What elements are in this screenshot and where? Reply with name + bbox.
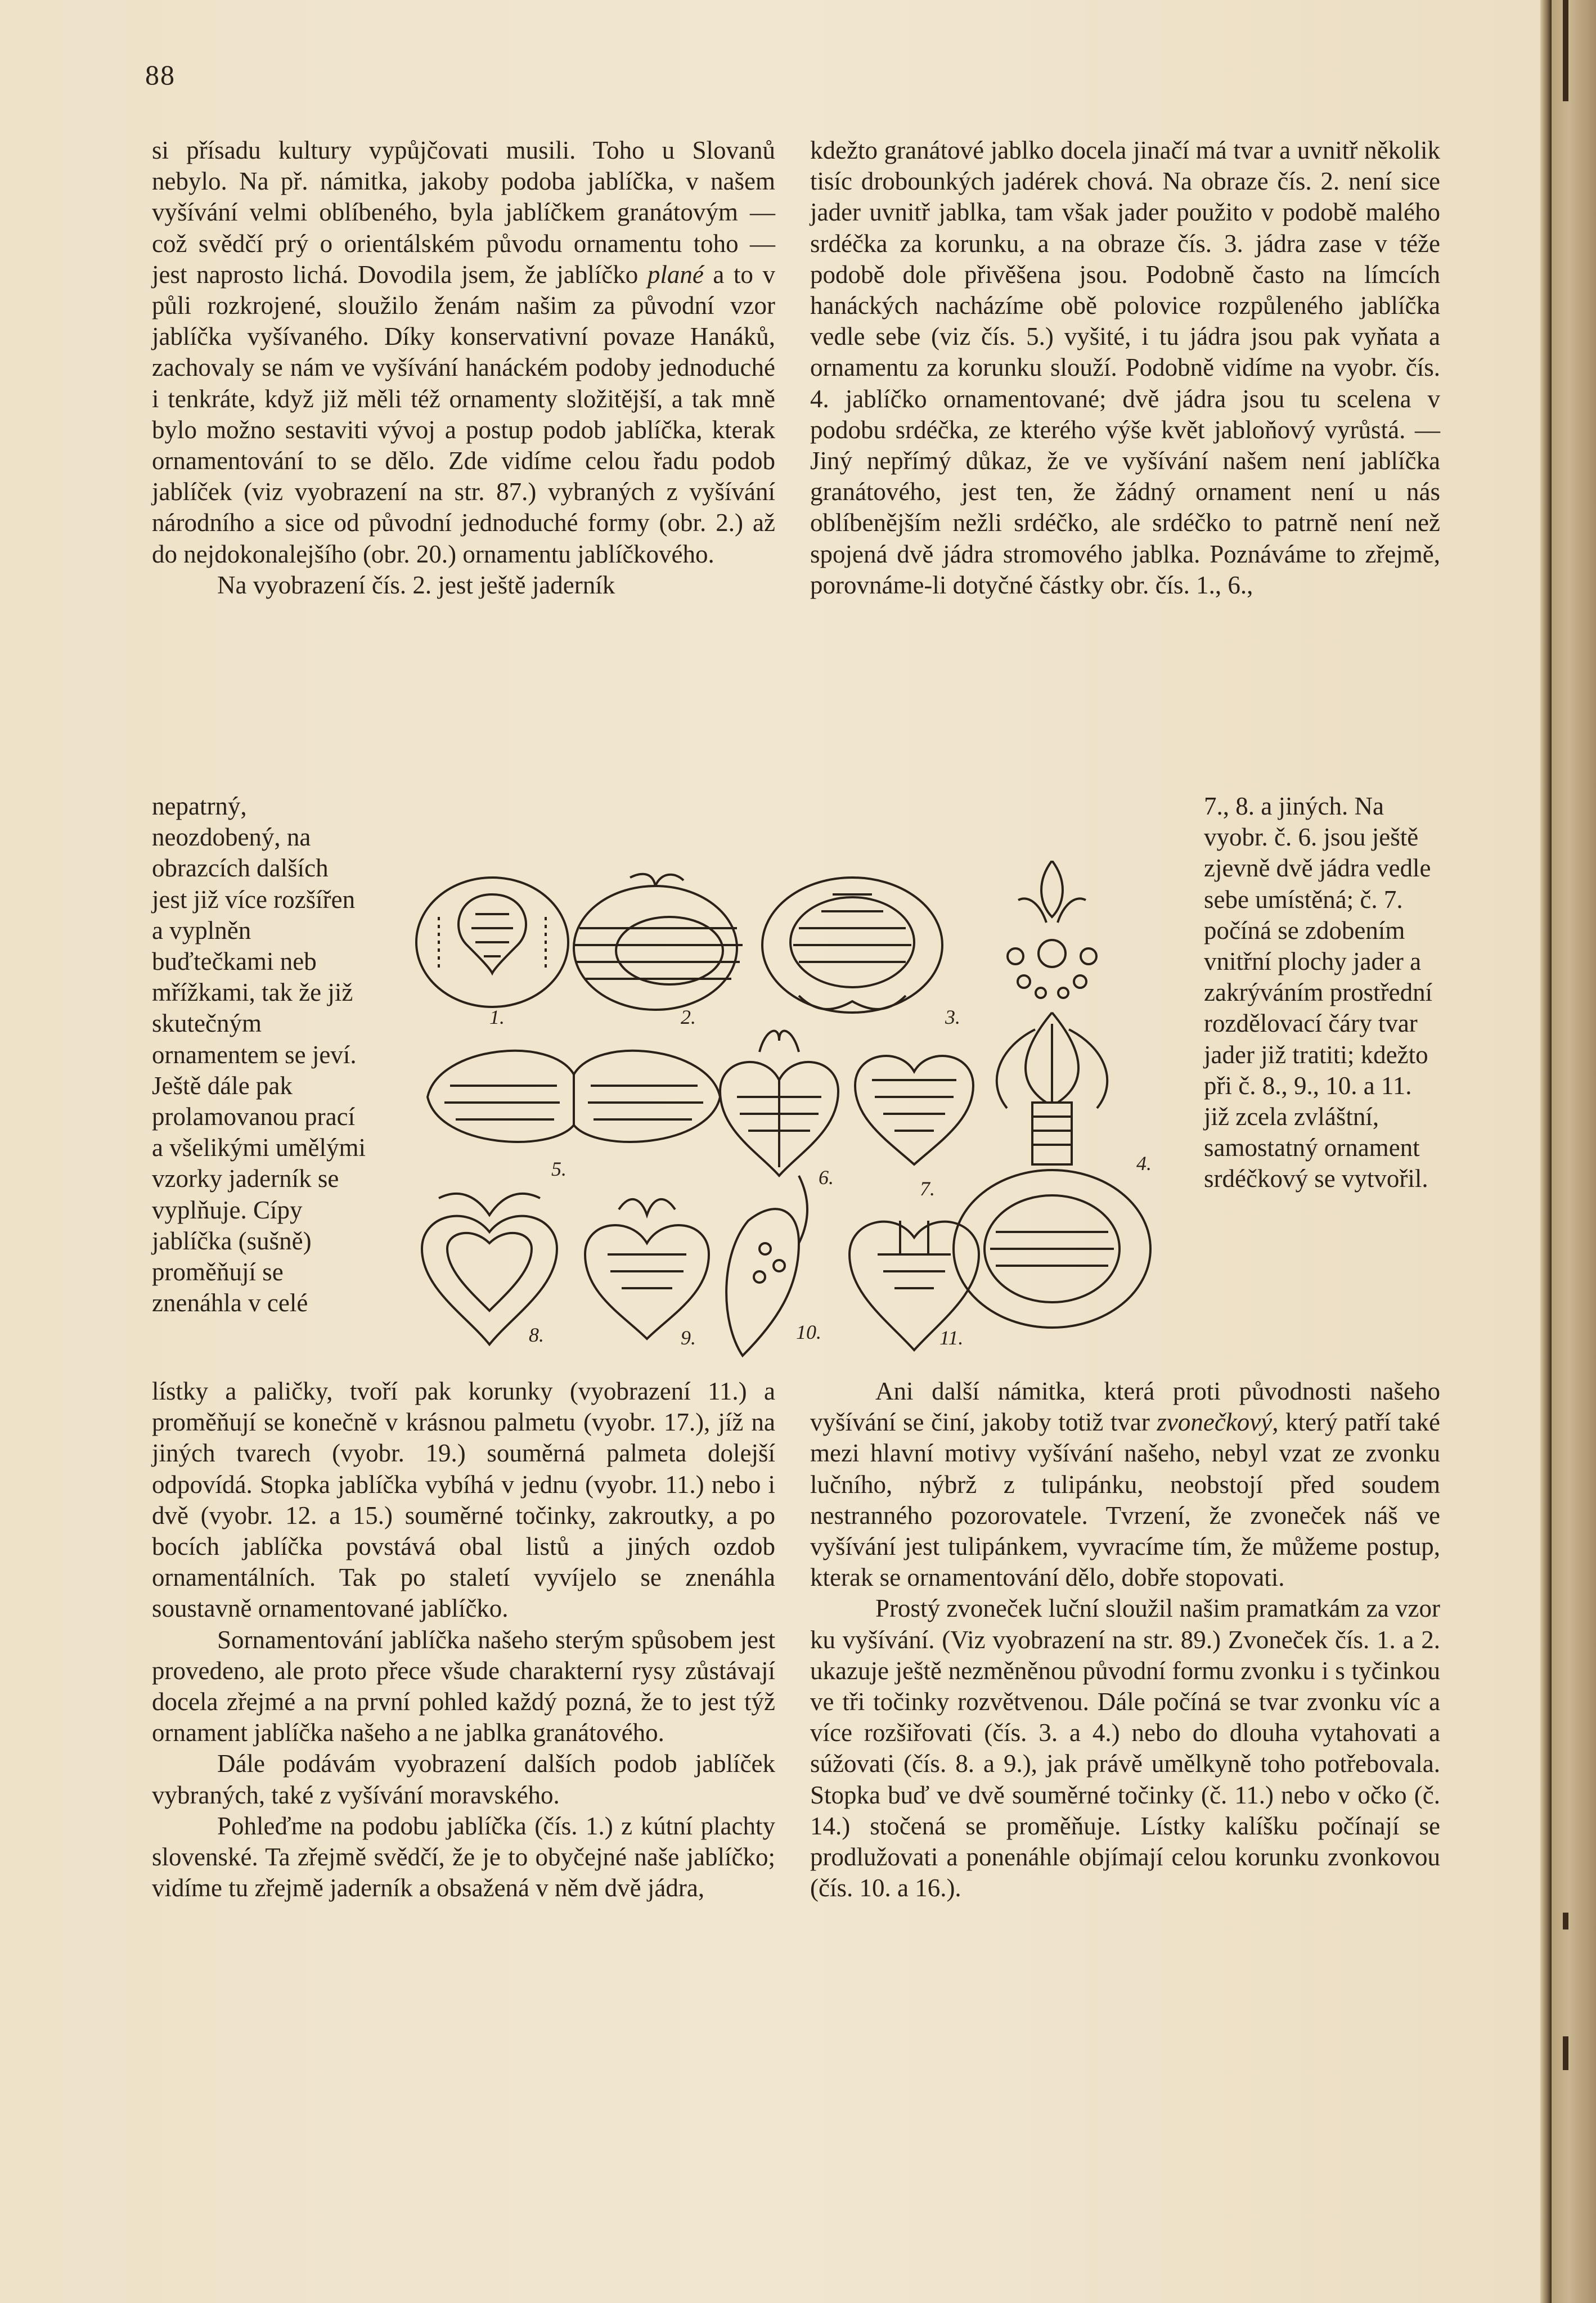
- right-paragraph-2-emphasis: zvonečkový,: [1157, 1408, 1279, 1437]
- ornament-7: [855, 1056, 973, 1164]
- left-paragraph-2-start: Na vyobrazení čís. 2. jest ještě jaderník: [217, 570, 615, 599]
- page-edge: [1552, 0, 1596, 2303]
- fig-label-1: 1.: [489, 1006, 505, 1028]
- right-paragraph-2-a: Ani další námitka, která proti původnosti našeho vyšívání se činí, jakoby totiž tvar: [810, 1377, 1440, 1437]
- ornament-2: [574, 874, 743, 1010]
- right-column-lower: [810, 1376, 1440, 1904]
- left-paragraph-3: Sornamentování jablíčka našeho sterým spůsobem jest provedeno, ale proto přece všude charakterní rysy zůstávají docela zřejmé a na první pohled každý pozná, že to jest týž ornament jablíčka našeho a ne jablka granátového.: [152, 1625, 775, 1747]
- left-column-narrow: [152, 791, 366, 1319]
- ornament-6: [720, 1031, 838, 1176]
- right-column-upper: [810, 135, 1440, 601]
- fig-label-8: 8.: [529, 1324, 544, 1346]
- fig-label-3: 3.: [945, 1006, 960, 1028]
- fig-label-2: 2.: [681, 1006, 696, 1028]
- book-spine: [1540, 0, 1552, 2303]
- left-narrow-text: nepatrný, neozdobený, na obrazcích dalších jest již více rozšířen a vyplněn buďtečkami neb mřížkami, tak že již skutečným ornamentem se jeví. Ještě dále pak prolamovanou prací a všelikými umělými vzorky jaderník se vyplňuje. Cípy jablíčka (sušně) proměňují se znenáhla v celé: [152, 792, 366, 1317]
- left-column-lower: [152, 1376, 775, 1904]
- left-paragraph-1-emphasis: plané: [647, 260, 704, 289]
- ornament-3: [762, 878, 942, 1013]
- left-paragraph-1-b: a to v půli rozkrojené, sloužilo ženám našim za původní vzor jablíčka vyšívaného. Díky konservativní povaze Hanáků, zachovaly se nám ve vyšívání hanáckém podoby jednoduché i tenkráte, když již měli též ornamenty složitější, a tak mně bylo možno sestaviti vývoj a postup podob jablíčka, kterak ornamentování to se dělo. Zde vidíme celou řadu podob jablíček (viz vyobrazení na str. 87.) vybraných z vyšívání národního a sice od původní jednoduché formy (obr. 2.) až do nejdokonalejšího (obr. 20.) ornamentu jablíčkového.: [152, 260, 776, 568]
- right-narrow-text: 7., 8. a jiných. Na vyobr. č. 6. jsou ještě zjevně dvě jádra vedle sebe umístěná; č. 7. počíná se zdobením vnitřní plochy jader a zakrýváním prostřední rozdělovací čáry tvar jader již tratiti; kdežto při č. 8., 9., 10. a 11. již zcela zvláštní, samostatný ornament srdéčkový se vytvořil.: [1204, 792, 1433, 1193]
- left-paragraph-5: Pohleďme na podobu jablíčka (čís. 1.) z kútní plachty slovenské. Ta zřejmě svědčí, že je to obyčejné naše jablíčko; vidíme tu zřejmě jaderník a obsažená v něm dvě jádra,: [152, 1811, 775, 1902]
- left-paragraph-1-a: si přísadu kultury vypůjčovati musili. Toho u Slovanů nebylo. Na př. námitka, jakoby podoba jablíčka, v našem vyšívání velmi oblíbeného, byla jablíčkem granátovým — což svědčí prý o orientálském původu ornamentu toho — jest naprosto lichá. Dovodila jsem, že jablíčko: [152, 136, 775, 289]
- right-paragraph-2: [810, 1376, 1440, 1593]
- left-paragraph-2-end: lístky a paličky, tvoří pak korunky (vyobrazení 11.) a proměňují se konečně v krásnou palmetu (vyobr. 17.), jíž na jiných tvarech (vyobr. 19.) souměrná palmeta dolejší odpovídá. Stopka jablíčka vybíhá v jednu (vyobr. 11.) nebo i dvě (vyobr. 12. a 15.) souměrné točinky, zakroutky, a po bocích jablíčka povstává obal listů a jiných ozdob ornamentálních. Tak po staletí vyvíjelo se znenáhla soustavně ornamentované jablíčko.: [152, 1377, 775, 1623]
- fig-label-4: 4.: [1136, 1152, 1152, 1175]
- left-paragraph-4: Dále podávám vyobrazení dalších podob jablíček vybraných, také z vyšívání moravského.: [152, 1749, 775, 1809]
- ornament-9: [585, 1199, 709, 1339]
- fig-label-11: 11.: [939, 1326, 964, 1349]
- ornament-8: [422, 1194, 557, 1344]
- right-paragraph-2-b: který patří také mezi hlavní motivy vyšívání našeho, nebyl vzat ze zvonku lučního, nýbrž z tulipánku, neobstojí před soudem nestranného pozorovatele. Tvrzení, že zvoneček náš ve vyšívání jest tulipánkem, vyvracíme tím, že můžeme postup, kterak se ornamentování dělo, dobře stopovati.: [810, 1408, 1441, 1592]
- ornament-figure-svg: [405, 861, 1193, 1367]
- ornament-4: [954, 861, 1150, 1328]
- ornament-5: [428, 1051, 720, 1142]
- fig-label-9: 9.: [681, 1326, 696, 1349]
- right-paragraph-3: Prostý zvoneček luční sloužil našim pramatkám za vzor ku vyšívání. (Viz vyobrazení na str. 89.) Zvoneček čís. 1. a 2. ukazuje ještě nezměněnou původní formu zvonku i s tyčinkou ve tři točinky rozvětvenou. Dále počíná se tvar zvonku víc a více rozšiřovati (čís. 3. a 4.) nebo do dlouha vytahovati a súžovati (čís. 8. a 9.), jak právě umělkyně toho potřebovala. Stopka buď ve dvě souměrné točinky (č. 11.) nebo v očko (č. 14.) stočená se proměňuje. Lístky kalíšku počínají se prodlužovati a ponenáhle objímají celou korunku zvonkovou (čís. 10. a 16.).: [810, 1594, 1440, 1902]
- ornament-1: [416, 878, 568, 1007]
- fig-label-7: 7.: [920, 1177, 935, 1200]
- left-column-upper: [152, 135, 775, 601]
- fig-label-10: 10.: [796, 1321, 821, 1343]
- right-paragraph-1: kdežto granátové jablko docela jinačí má tvar a uvnitř několik tisíc drobounkých jadérek chová. Na obraze čís. 2. není sice jader uvnitř jablka, tam však jader použito v podobě malého srdéčka za korunku, a na obraze čís. 3. jádra zase v téže podobě dole přivěšena jsou. Podobně často na límcích hanáckých nacházíme obě polovice rozpůleného jablíčka vedle sebe (viz čís. 5.) vyšité, i tu jádra jsou pak vyňata a ornamentu za korunku slouží. Podobně vidíme na vyobr. čís. 4. jablíčko ornamentované; dvě jádra jsou tu scelena v podobu srdéčka, ze kterého výše květ jabloňový vyrůstá. — Jiný nepřímý důkaz, že ve vyšívání našem není jablíčka granátového, jest ten, že žádný ornament není u nás oblíbenějším nežli srdéčko, ale srdéčko to patrně není než spojená dvě jádra stromového jablka. Poznáváme to zřejmě, porovnáme-li dotyčné částky obr. čís. 1., 6.,: [810, 136, 1440, 599]
- page-number: 88: [145, 59, 176, 91]
- ornament-10: [726, 1176, 807, 1356]
- right-column-narrow: [1204, 791, 1440, 1195]
- fig-label-6: 6.: [819, 1166, 834, 1189]
- ornament-figure: [405, 861, 1193, 1367]
- left-paragraph-1: [152, 135, 775, 570]
- fig-label-5: 5.: [551, 1158, 567, 1180]
